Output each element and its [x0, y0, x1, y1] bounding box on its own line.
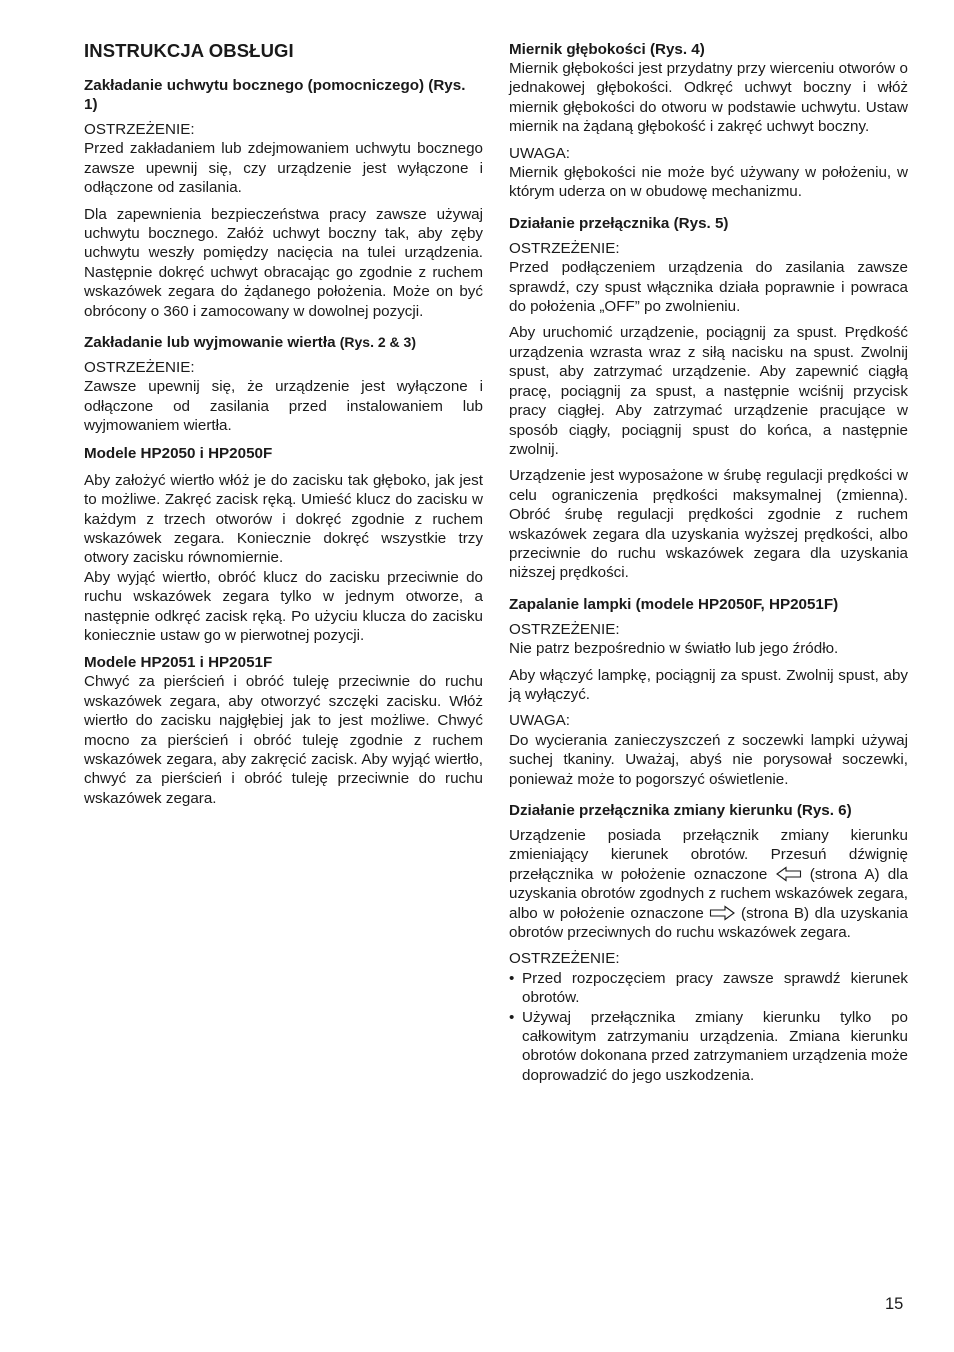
lamp-note: Do wycierania zanieczyszczeń z soczewki lampki używaj suchej tkaniny. Uważaj, abyś nie porysował soczewki, ponieważ może to pogorszyć oświetlenie. [509, 731, 908, 788]
depth-gauge-body: Miernik głębokości jest przydatny przy wierceniu otworów o jednakowej głębokości. Odkręć uchwyt boczny i włóż miernik głębokości do otworu w podstawie uchwytu. Ustaw miernik na żądaną głębokość i zakręć uchwyt boczny. [509, 60, 908, 136]
note-label: UWAGA: [509, 712, 571, 730]
page-number: 15 [885, 1295, 904, 1313]
arrow-left-icon [776, 866, 802, 882]
models-hp2051-body: Chwyć za pierścień i obróć tuleję przeciwnie do ruchu wskazówek zegara, aby otworzyć szczęki zacisku. Włóż wiertło do zacisku najgłębiej jak to jest możliwe. Chwyć mocno za pierścień i obróć tuleję zgodnie z ruchem wskazówek zegara, aby zakręcić zacisk. Aby wyjąć wiertło, chwyć za pierścień i obróć tuleję przeciwnie do ruchu wskazówek zegara. [84, 673, 483, 807]
section-heading-models-hp2051: Modele HP2051 i HP2051F [84, 654, 273, 672]
drill-bit-warning: Zawsze upewnij się, że urządzenie jest wyłączone i odłączone od zasilania przed instalowaniem lub wyjmowaniem wiertła. [84, 378, 483, 435]
note-label: UWAGA: [509, 144, 571, 162]
page-title: INSTRUKCJA OBSŁUGI [84, 40, 294, 61]
warning-label: OSTRZEŻENIE: [509, 620, 620, 638]
lamp-warning: Nie patrz bezpośrednio w światło lub jego źródło. [509, 640, 839, 658]
body-part-1: Urządzenie posiada przełącznik zmiany kierunku zmieniający kierunek obrotów. Przesuń dźwignię przełącznika w położenie oznaczone [509, 827, 908, 883]
lamp-body: Aby włączyć lampkę, pociągnij za spust. Zwolnij spust, aby ją wyłączyć. [509, 666, 908, 703]
left-column [84, 36, 483, 808]
warning-label: OSTRZEŻENIE: [509, 239, 620, 257]
models-hp2050-body-2: Aby wyjąć wiertło, obróć klucz do zacisku przeciwnie do ruchu wskazówek zegara tylko w jednym otworze, a następnie odkręć zacisk ręką. Po użyciu klucza do zacisku koniecznie ustaw go w pierwotnej pozycji. [84, 568, 483, 644]
depth-gauge-note: Miernik głębokości nie może być używany w położeniu, w którym uderza on w obudowę mechanizmu. [509, 164, 908, 201]
arrow-right-icon [709, 905, 735, 921]
switch-warning: Przed podłączeniem urządzenia do zasilania zawsze sprawdź, czy spust włącznika działa poprawnie i powraca do położenia „OFF” po zwolnieniu. [509, 259, 908, 316]
heading-ref-text: (Rys. 2 & 3) [339, 334, 416, 351]
body-part-2: (strona A) dla uzyskania obrotów zgodnych z ruchem wskazówek zegara, albo w położenie oznaczone [509, 865, 908, 922]
heading-main-text: Zakładanie lub wyjmowanie wiertła [84, 334, 336, 352]
side-handle-body: Dla zapewnienia bezpieczeństwa pracy zawsze używaj uchwytu bocznego. Załóż uchwyt boczny tak, aby zęby uchwytu weszły pomiędzy nacięcia na tulei urządzenia. Następnie dokręć uchwyt obracając go zgodnie z ruchem wskazówek zegara do żądanego położenia. Może on być obrócony o 360 i zamocowany w dowolnej pozycji. [84, 205, 483, 320]
side-handle-warning: Przed zakładaniem lub zdejmowaniem uchwytu bocznego zawsze upewnij się, czy urządzenie jest wyłączone i odłączone od zasilania. [84, 140, 483, 197]
section-heading-drill-bit [84, 333, 483, 352]
switch-body-1: Aby uruchomić urządzenie, pociągnij za spust. Prędkość urządzenia wzrasta wraz z siłą nacisku na spust. Zwolnij spust, aby zatrzymać urządzenie. Aby zapewnić ciągłą pracę, pociągnij za spust, a następnie wciśnij przycisk pracy ciągłej. Aby zatrzymać urządzenie pracujące w sposób ciągły, pociągnij spust do końca, a następnie zwolnij. [509, 324, 908, 458]
models-hp2050-body-1: Aby założyć wiertło włóż je do zacisku tak głęboko, jak jest to możliwe. Zakręć zacisk ręką. Umieść klucz do zacisku w każdym z trzech otworów i dokręć zgodnie z ruchem wskazówek zegara. Koniecznie dokręć wszystkie trzy otwory zacisku równomiernie. [84, 471, 483, 567]
switch-body-2: Urządzenie jest wyposażone w śrubę regulacji prędkości w celu ograniczenia prędkości maksymalnej (zmienna). Obróć śrubę regulacji prędkości zgodnie z ruchem wskazówek zegara dla uzyskania wyższej prędkości, albo przeciwnie do ruchu wskazówek zegara dla uzyskania niższej prędkości. [509, 467, 908, 582]
reversing-warning-list [509, 969, 908, 1085]
reversing-switch-body [509, 826, 908, 942]
list-item: • Przed rozpoczęciem pracy zawsze sprawdź kierunek obrotów. [509, 969, 908, 1008]
body-part-3: (strona B) dla uzyskania obrotów przeciwnych do ruchu wskazówek zegara. [509, 904, 908, 942]
warning-label: OSTRZEŻENIE: [84, 121, 195, 138]
right-column [509, 36, 908, 1085]
section-heading-depth-gauge: Miernik głębokości (Rys. 4) [509, 41, 705, 58]
section-heading-lamp: Zapalanie lampki (modele HP2050F, HP2051F) [509, 595, 839, 613]
warning-label: OSTRZEŻENIE: [84, 359, 195, 377]
list-item: • Używaj przełącznika zmiany kierunku tylko po całkowitym zatrzymaniu urządzenia. Zmiana kierunku obrotów dokonana przed zatrzymaniem urządzenia może doprowadzić do jego uszkodzenia. [509, 1008, 908, 1086]
section-heading-models-hp2050: Modele HP2050 i HP2050F [84, 444, 273, 462]
section-heading-switch: Działanie przełącznika (Rys. 5) [509, 214, 729, 232]
warning-label: OSTRZEŻENIE: [509, 950, 620, 968]
section-heading-side-handle: Zakładanie uchwytu bocznego (pomocniczego) (Rys. 1) [84, 77, 466, 113]
section-heading-reversing-switch: Działanie przełącznika zmiany kierunku (Rys. 6) [509, 802, 852, 819]
